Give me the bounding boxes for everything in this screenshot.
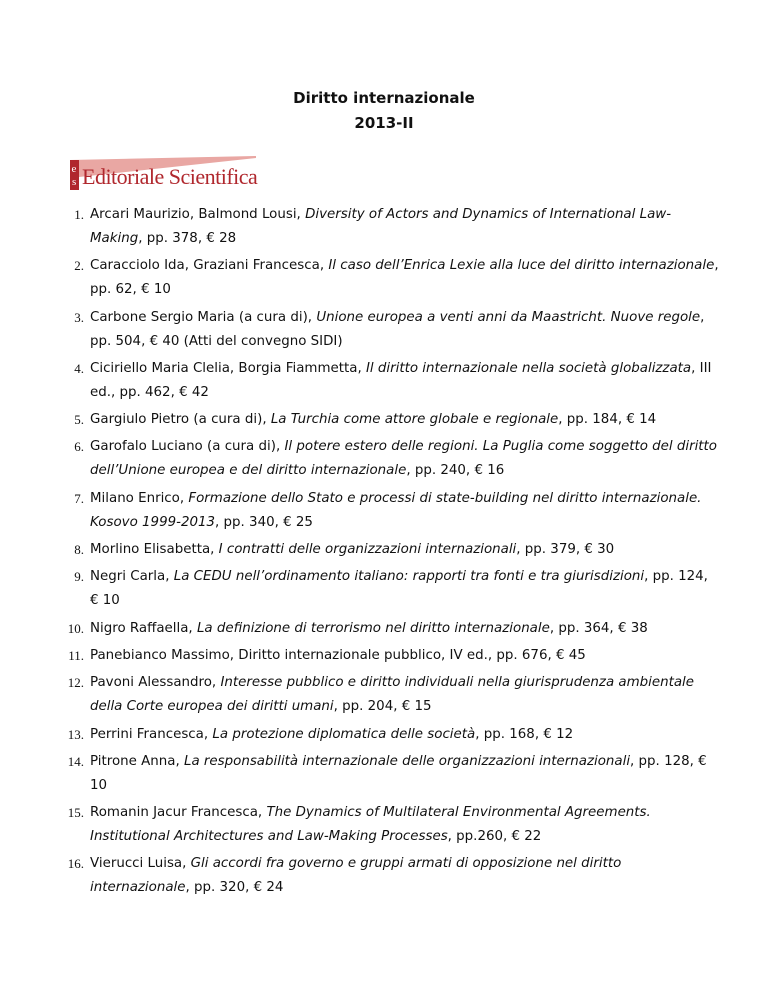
list-item <box>70 565 720 613</box>
item-number: 6. <box>74 439 84 455</box>
list-item <box>67 671 720 719</box>
item-number: 8. <box>74 542 84 558</box>
book-list <box>67 203 720 904</box>
logo-text: Editoriale Scientifica <box>82 164 258 189</box>
list-item <box>67 750 720 798</box>
item-details: , pp. 128, € 10 <box>90 753 707 793</box>
item-title: Formazione dello Stato e processi di state-building nel diritto internazionale. Kosovo 1999-2013 <box>90 490 702 530</box>
item-number: 13. <box>67 726 84 742</box>
item-authors: Morlino Elisabetta, <box>90 542 219 558</box>
item-details: , pp. 378, € 28 <box>138 231 237 246</box>
svg-text:s: s <box>72 176 77 188</box>
item-number: 12. <box>67 675 84 691</box>
item-details: , pp. 124, € 10 <box>90 569 708 609</box>
item-authors: Nigro Raffaella, <box>90 620 197 636</box>
list-item <box>67 801 720 849</box>
item-number: 1. <box>74 207 84 222</box>
svg-text:e: e <box>71 163 77 175</box>
item-details: , pp. 204, € 15 <box>333 699 432 715</box>
item-number: 9. <box>74 569 84 585</box>
item-title: La CEDU nell’ordinamento italiano: rapporti tra fonti e tra giurisdizioni <box>173 569 645 585</box>
item-number: 4. <box>74 360 84 376</box>
page-title <box>0 86 768 136</box>
item-authors: Milano Enrico, <box>90 490 189 506</box>
item-title: La protezione diplomatica delle società <box>212 726 476 742</box>
item-authors: Panebianco Massimo, Diritto internazionale pubblico, IV ed., pp. 676, € 45 <box>90 647 586 663</box>
list-item <box>70 306 720 354</box>
item-details: , pp. 340, € 25 <box>215 514 313 530</box>
item-number: 10. <box>67 620 84 636</box>
list-item <box>70 644 720 668</box>
item-number: 16. <box>67 856 84 872</box>
item-details: , pp.260, € 22 <box>447 829 542 845</box>
item-authors: Perrini Francesca, <box>90 726 213 742</box>
item-title: I contratti delle organizzazioni internazionali <box>218 542 517 558</box>
item-details: , pp. 240, € 16 <box>406 463 505 479</box>
item-title: Il potere estero delle regioni. La Puglia come soggetto del diritto dell’Unione europea e del diritto internazionale <box>90 439 717 479</box>
item-authors: Gargiulo Pietro (a cura di), <box>90 412 271 428</box>
item-title: Il diritto internazionale nella società globalizzata <box>365 360 692 376</box>
item-authors: Arcari Maurizio, Balmond Lousi, <box>90 207 306 222</box>
item-number: 11. <box>68 647 84 663</box>
item-authors: Negri Carla, <box>90 569 174 585</box>
item-authors: Romanin Jacur Francesca, <box>90 805 267 821</box>
item-details: , pp. 320, € 24 <box>185 880 284 896</box>
item-authors: Pavoni Alessandro, <box>90 675 221 691</box>
list-item <box>70 254 720 302</box>
item-details: , pp. 168, € 12 <box>475 726 574 742</box>
item-number: 7. <box>74 490 84 506</box>
list-item <box>67 723 720 747</box>
item-title: Gli accordi fra governo e gruppi armati di opposizione nel diritto internazionale <box>90 856 622 896</box>
item-details: , pp. 504, € 40 (Atti del convegno SIDI) <box>90 309 705 349</box>
item-number: 2. <box>74 258 84 274</box>
item-details: , pp. 62, € 10 <box>90 258 719 298</box>
item-title: The Dynamics of Multilateral Environmental Agreements. Institutional Architectures and Law-Making Processes <box>90 805 651 845</box>
item-title: Interesse pubblico e diritto individuali nella giurisprudenza ambientale della Corte europea dei diritti umani <box>90 675 695 715</box>
publisher-logo <box>70 156 260 192</box>
list-item <box>70 408 720 432</box>
list-item <box>70 538 720 562</box>
item-authors: Vierucci Luisa, <box>90 856 191 872</box>
item-authors: Pitrone Anna, <box>90 753 184 769</box>
item-title: Il caso dell’Enrica Lexie alla luce del diritto internazionale <box>328 258 715 274</box>
title-line-1: Diritto internazionale <box>293 89 475 107</box>
list-item <box>70 357 720 405</box>
list-item <box>70 435 720 483</box>
item-number: 3. <box>74 309 84 325</box>
item-authors: Carbone Sergio Maria (a cura di), <box>90 309 317 325</box>
item-authors: Caracciolo Ida, Graziani Francesca, <box>90 258 329 274</box>
item-details: , pp. 379, € 30 <box>516 542 615 558</box>
item-details: , III ed., pp. 462, € 42 <box>90 360 712 400</box>
item-details: , pp. 184, € 14 <box>558 412 657 428</box>
list-item <box>67 617 720 641</box>
list-item <box>70 487 720 535</box>
item-authors: Ciciriello Maria Clelia, Borgia Fiammetta, <box>90 360 366 376</box>
item-title: Unione europea a venti anni da Maastricht. Nuove regole <box>316 309 701 325</box>
item-number: 5. <box>74 412 84 428</box>
item-title: La definizione di terrorismo nel diritto internazionale <box>196 620 550 636</box>
list-item <box>67 852 720 900</box>
item-details: , pp. 364, € 38 <box>549 620 648 636</box>
list-item <box>70 203 720 251</box>
item-title: La Turchia come attore globale e regionale <box>270 412 559 428</box>
item-number: 14. <box>67 753 84 769</box>
title-line-2: 2013-II <box>354 114 414 132</box>
item-authors: Garofalo Luciano (a cura di), <box>90 439 285 455</box>
item-title: Diversity of Actors and Dynamics of International Law-Making <box>90 207 672 246</box>
item-number: 15. <box>67 805 84 821</box>
item-title: La responsabilità internazionale delle organizzazioni internazionali <box>184 753 631 769</box>
